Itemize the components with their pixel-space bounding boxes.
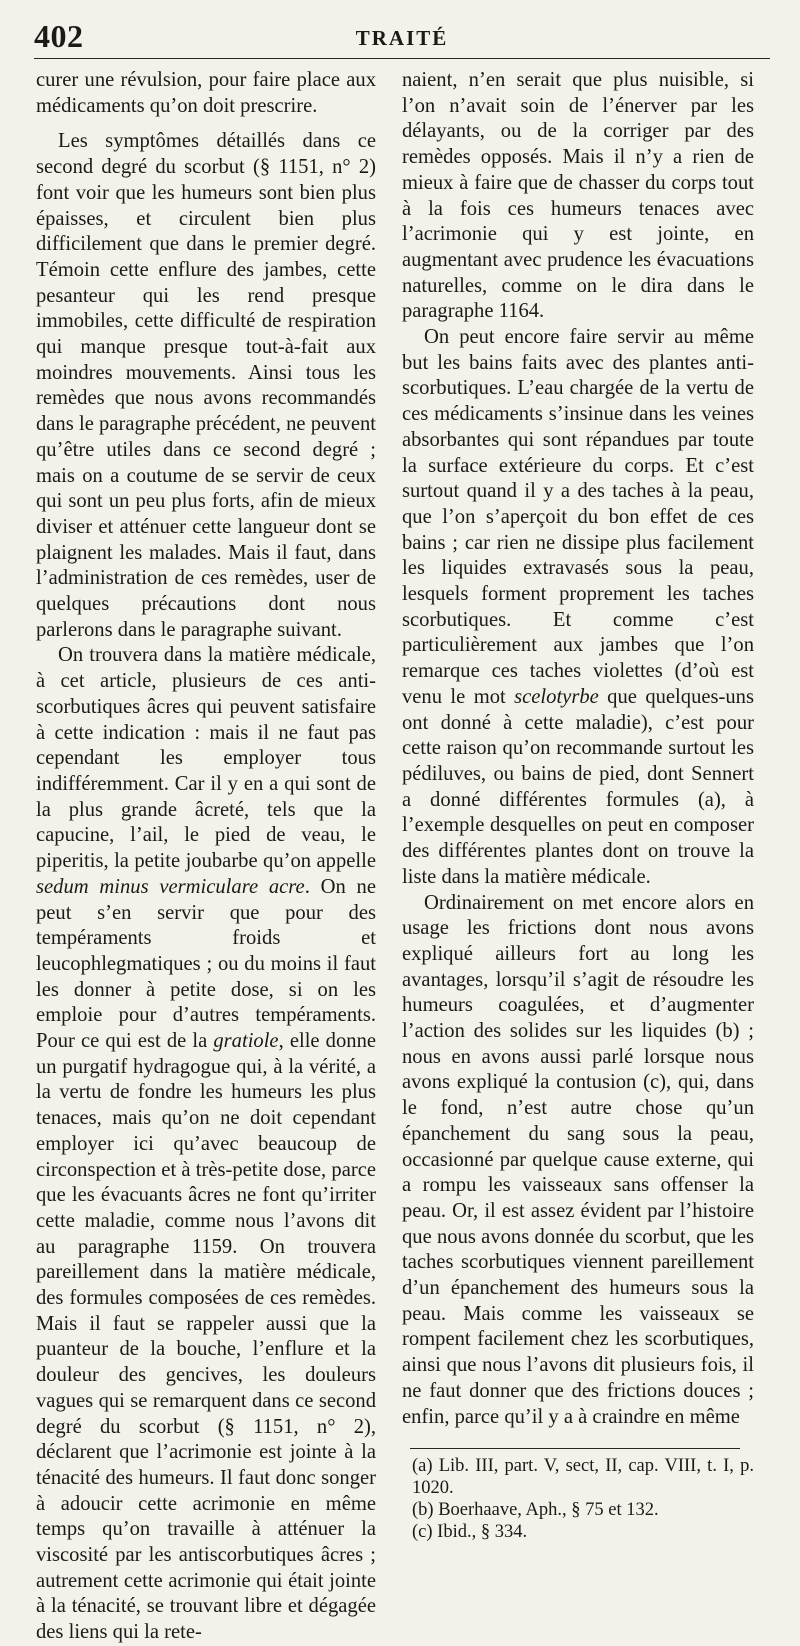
left-paragraph-2: Les symptômes détaillés dans ce second degré du scorbut (§ 1151, n° 2) font voir que les humeurs sont bien plus épaisses, et circulent bien plus difficilement que dans le premier degré. Témoin cette enflure des jambes, cette pesanteur qui les rend presque immobiles, cette difficulté de respiration qui manque presque tout-à-fait aux moindres mouvements. Ainsi tous les remèdes que nous avons recommandés dans le paragraphe précédent, ne peuvent qu’être utiles dans ce second degré ; mais on a coutume de se servir de ceux qui sont un peu plus forts, afin de mieux diviser et atténuer cette langueur dont se plaignent les malades. Mais il faut, dans l’administration de ces remèdes, user de quelques précautions dont nous parlerons dans le paragraphe suivant.: [36, 130, 376, 641]
left-paragraph-1: curer une révulsion, pour faire place aux médicaments qu’on doit prescrire.: [36, 69, 376, 117]
right-paragraph-1: naient, n’en serait que plus nuisible, si l’on n’avait soin de l’énerver par les délayants, ou de la corriger par des remèdes opposés. Mais il n’y a rien de mieux à faire que de chasser du corps tout à la fois ces humeurs tenaces avec l’acrimonie qui y est jointe, en augmentant avec prudence les évacuations naturelles, comme on le dira dans le paragraphe 1164.: [402, 69, 754, 323]
page-number: 402: [34, 18, 84, 54]
footnote-c: (c) Ibid., § 334.: [412, 1522, 528, 1543]
left-paragraph-3-part-b: . On ne peut s’en servir que pour des tempéraments froids et leucophlegmatiques ; ou du moins il faut les donner à petite dose, si on les emploie pour d’autres tempéraments. Pour ce qui est de la: [36, 875, 376, 1053]
right-paragraph-3: Ordinairement on met encore alors en usage les frictions dont nous avons expliqué ailleurs fort au long les avantages, lorsqu’il s’agit de résoudre les humeurs coagulées, et d’augmenter l’action des solides sur les liquides (b) ; nous en avons aussi parlé lorsque nous avons expliqué la contusion (c), qui, dans le fond, n’est autre chose qu’un épanchement du sang sous la peau, occasionné par quelque cause externe, qui a rompu les vaisseaux sans offenser la peau. Or, il est assez évident par l’histoire que nous avons donnée du scorbut, que les taches scorbutiques viennent pareillement d’un épanchement des humeurs sous la peau. Mais comme les vaisseaux se rompent facilement chez les scorbutiques, ainsi que nous l’avons dit plusieurs fois, il ne faut donner que des frictions douces ; enfin, parce qu’il y a à craindre en même: [402, 891, 754, 1428]
page-header: [34, 14, 770, 59]
footnote-b: (b) Boerhaave, Aph., § 75 et 132.: [412, 1500, 659, 1521]
right-paragraph-2-part-a: On peut encore faire servir au même but les bains faits avec des plantes anti-scorbutiques. L’eau chargée de la vertu de ces médicaments s’insinue dans les veines absorbantes qui sont répandues par toute la surface extérieure du corps. Et c’est surtout quand il y a des taches à la peau, que l’on s’aperçoit du bon effet de ces bains ; car rien ne dissipe plus facilement les liquides extravasés sous la peau, lesquels forment proprement les taches scorbutiques. Et comme c’est particulièrement aux jambes que l’on remarque ces taches violettes (d’où est venu le mot: [402, 326, 754, 708]
left-paragraph-3: [36, 643, 376, 1645]
latin-term-sedum: sedum minus vermiculare acre: [36, 875, 305, 898]
left-paragraph-3-part-c: , elle donne un purgatif hydragogue qui, à la vérité, a la vertu de fondre les humeurs les plus tenaces, mais qu’on ne doit cependant employer ici qu’avec beaucoup de circonspection et à très-petite dose, parce que les évacuants âcres ne font qu’irriter cette maladie, comme nous l’avons dit au paragraphe 1159. On trouvera pareillement dans la matière médicale, des formules composées de ces remèdes. Mais il faut se rappeler aussi que la puanteur de la bouche, l’enflure et la douleur des gencives, les douleurs vagues qui se remarquent dans ce second degré du scorbut (§ 1151, n° 2), déclarent que l’acrimonie est jointe à la ténacité des humeurs. Il faut donc songer à adoucir cette acrimonie en même temps qu’on travaille à atténuer la viscosité par les antiscorbutiques âcres ; autrement cette acrimonie qui était jointe à la ténacité, se trouvant libre et dégagée des liens qui la rete-: [36, 1030, 377, 1644]
right-paragraph-2: [402, 325, 754, 890]
term-scelotyrbe: scelotyrbe: [514, 685, 599, 708]
right-paragraph-2-part-b: que quelques-uns ont donné à cette maladie), c’est pour cette raison qu’on recommande surtout les pédiluves, ou bains de pied, dont Sennert a donné différentes formules (a), à l’exemple desquelles on peut en composer des différentes plantes dont on trouve la liste dans la matière médicale.: [402, 685, 754, 888]
left-column: [36, 68, 376, 1646]
footnote-a: (a) Lib. III, part. V, sect, II, cap. VIII, t. I, p. 1020.: [412, 1456, 754, 1499]
footnote-divider: [410, 1448, 740, 1449]
left-paragraph-3-part-a: On trouvera dans la matière médicale, à cet article, plusieurs de ces anti-scorbutiques âcres qui peuvent satisfaire à cette indication : mais il ne faut pas cependant les employer tous indifféremment. Car il y en a qui sont de la plus grande âcreté, tels que la capucine, l’ail, le pied de veau, le piperitis, la petite joubarbe qu’on appelle: [36, 644, 376, 873]
running-head: TRAITÉ: [355, 26, 449, 50]
right-column: [402, 68, 754, 1543]
footnotes: [402, 1455, 754, 1543]
term-gratiole: gratiole: [213, 1030, 279, 1053]
